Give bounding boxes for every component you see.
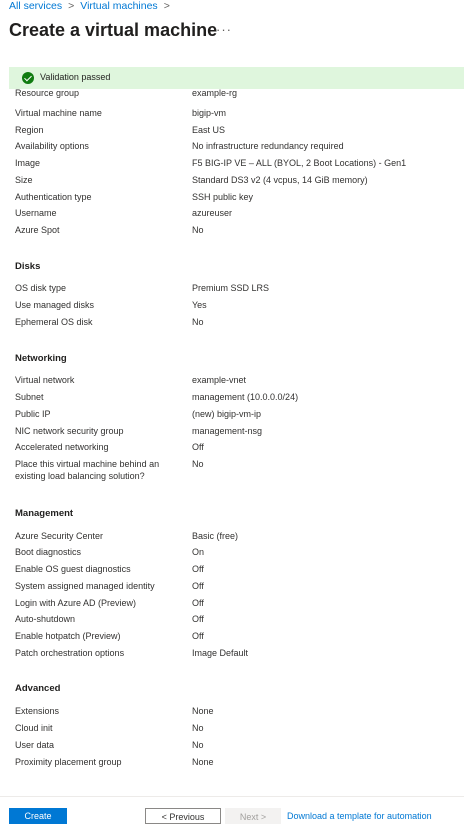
row-label: Ephemeral OS disk <box>15 317 93 327</box>
row-label: Extensions <box>15 706 60 716</box>
row-label: User data <box>15 740 55 750</box>
row-label: Enable OS guest diagnostics <box>15 564 131 574</box>
row-label: Azure Security Center <box>15 531 104 541</box>
row-label: Login with Azure AD (Preview) <box>15 598 137 608</box>
create-button[interactable]: Create <box>9 808 67 824</box>
row-label: Size <box>15 175 33 185</box>
breadcrumb <box>9 0 176 12</box>
row-value: management (10.0.0.0/24) <box>192 392 299 402</box>
check-circle-icon <box>22 72 34 84</box>
row-value: Off <box>192 614 204 624</box>
row-value: example-rg <box>192 89 238 98</box>
section-title-disks: Disks <box>15 261 41 272</box>
row-label: Username <box>15 208 57 218</box>
validation-text: Validation passed <box>40 72 111 82</box>
row-value: Off <box>192 581 204 591</box>
row-label: Image <box>15 158 41 168</box>
row-label: Availability options <box>15 141 89 151</box>
row-value: On <box>192 547 205 557</box>
row-value: Off <box>192 631 204 641</box>
row-label: Virtual machine name <box>15 108 102 118</box>
row-value: SSH public key <box>192 192 254 202</box>
row-value: No <box>192 723 204 733</box>
footer-divider <box>0 796 464 797</box>
row-label: NIC network security group <box>15 426 124 436</box>
row-value: Image Default <box>192 648 249 658</box>
row-value: azureuser <box>192 208 233 218</box>
previous-button[interactable]: < Previous <box>145 808 221 824</box>
row-value: bigip-vm <box>192 108 227 118</box>
row-label: Authentication type <box>15 192 92 202</box>
chevron-right-icon: > <box>68 0 75 12</box>
row-value: Yes <box>192 300 207 310</box>
section-title-management: Management <box>15 508 74 519</box>
row-label: OS disk type <box>15 283 67 293</box>
row-value: F5 BIG-IP VE – ALL (BYOL, 2 Boot Locations) - Gen1 <box>192 158 407 168</box>
download-template-link[interactable]: Download a template for automation <box>287 811 432 821</box>
row-label: Auto-shutdown <box>15 614 76 624</box>
validation-banner <box>9 67 464 89</box>
row-value: Standard DS3 v2 (4 vcpus, 14 GiB memory) <box>192 175 368 185</box>
row-value: example-vnet <box>192 375 247 385</box>
more-options-icon[interactable]: ··· <box>216 22 232 37</box>
row-value: Basic (free) <box>192 531 239 541</box>
row-value: (new) bigip-vm-ip <box>192 409 262 419</box>
row-label: Use managed disks <box>15 300 95 310</box>
row-value: No <box>192 317 204 327</box>
chevron-right-icon: > <box>163 0 170 12</box>
row-label: Accelerated networking <box>15 442 109 452</box>
row-value: management-nsg <box>192 426 263 436</box>
row-label: Place this virtual machine behind an existing load balancing solution? <box>15 459 160 481</box>
row-value: Premium SSD LRS <box>192 283 270 293</box>
page-title: Create a virtual machine <box>9 20 218 40</box>
row-label: Subnet <box>15 392 44 402</box>
row-value: No <box>192 225 204 235</box>
section-title-advanced: Advanced <box>15 683 61 694</box>
row-label: Azure Spot <box>15 225 60 235</box>
row-value: No <box>192 459 204 469</box>
row-label: System assigned managed identity <box>15 581 155 591</box>
breadcrumb-all-services[interactable]: All services <box>9 0 63 12</box>
row-value: East US <box>192 125 226 135</box>
next-button[interactable]: Next > <box>225 808 281 824</box>
row-value: None <box>192 706 214 716</box>
row-value: Off <box>192 442 204 452</box>
row-value: Off <box>192 598 204 608</box>
breadcrumb-virtual-machines[interactable]: Virtual machines <box>80 0 158 12</box>
review-summary <box>15 89 455 779</box>
row-value: No <box>192 740 204 750</box>
row-label: Proximity placement group <box>15 757 122 767</box>
row-label: Cloud init <box>15 723 53 733</box>
row-value: Off <box>192 564 204 574</box>
row-label: Public IP <box>15 409 51 419</box>
row-value: None <box>192 757 214 767</box>
row-label: Boot diagnostics <box>15 547 82 557</box>
row-label: Virtual network <box>15 375 75 385</box>
row-label: Resource group <box>15 89 80 98</box>
row-label: Patch orchestration options <box>15 648 125 658</box>
row-value: No infrastructure redundancy required <box>192 141 344 151</box>
row-label: Enable hotpatch (Preview) <box>15 631 121 641</box>
row-label: Region <box>15 125 44 135</box>
section-title-networking: Networking <box>15 353 67 364</box>
